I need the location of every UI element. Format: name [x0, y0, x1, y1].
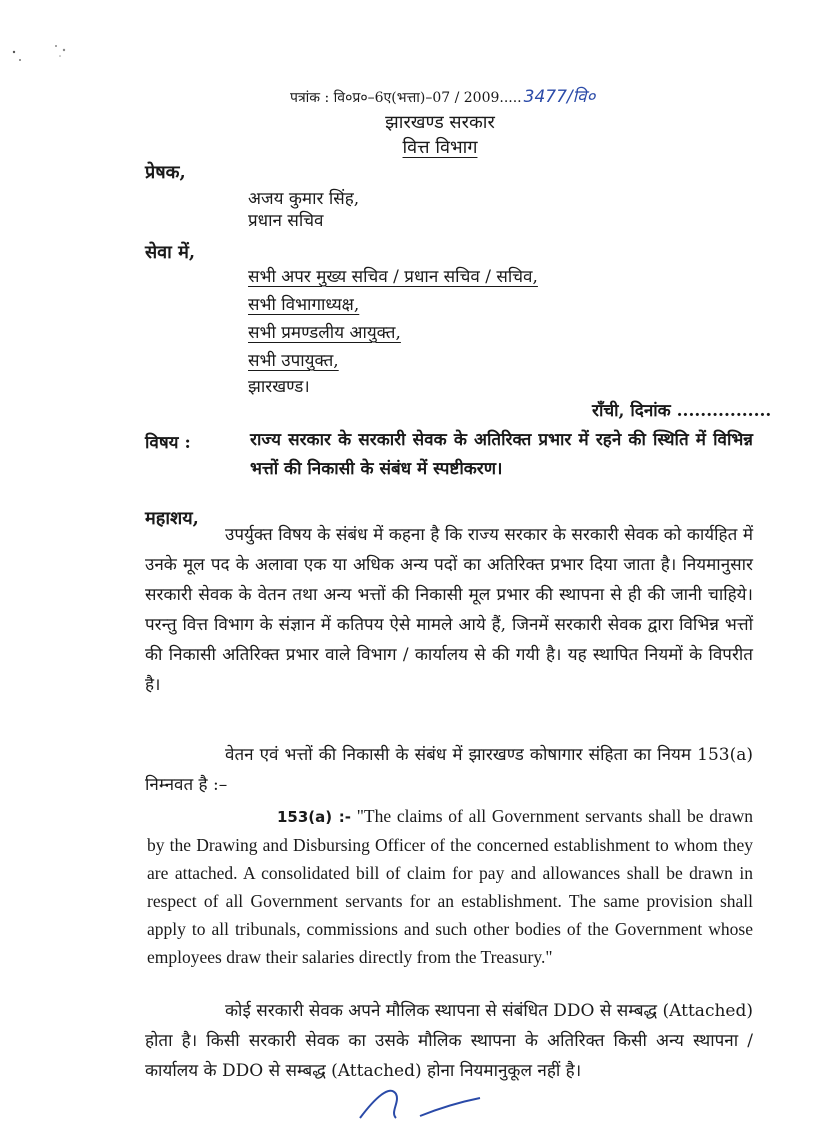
reference-handwritten: 3477/वि०: [523, 87, 596, 107]
signature-icon: [350, 1078, 490, 1122]
sender-designation: प्रधान सचिव: [248, 211, 324, 231]
recipient-line: सभी प्रमण्डलीय आयुक्त,: [248, 323, 401, 343]
sender-name: अजय कुमार सिंह,: [248, 189, 360, 209]
sender-label: प्रेषक,: [145, 162, 186, 183]
reference-printed: पत्रांक : वि०प्र०–6ए(भत्ता)–07 / 2009.....: [290, 90, 522, 106]
scan-speckle-icon: [8, 40, 78, 70]
recipient-line: सभी अपर मुख्य सचिव / प्रधान सचिव / सचिव,: [248, 267, 538, 287]
recipient-line: सभी विभागाध्यक्ष,: [248, 295, 360, 315]
recipient-label: सेवा में,: [145, 242, 196, 263]
reference-number: [290, 84, 595, 107]
subject-text: राज्य सरकार के सरकारी सेवक के अतिरिक्त प्रभार में रहने की स्थिति में विभिन्न भत्तों की निकासी के संबंध में स्पष्टीकरण।: [250, 430, 753, 479]
rule-text: "The claims of all Government servants shall be drawn by the Drawing and Disbursing Officer of the concerned establishment to whom they are attached. A consolidated bill of claim for pay and allowances shall be drawn in respect of all Government servants for an establishment. The same provision shall apply to all tribunals, commissions and such other bodies of the Government whose employees draw their salaries directly from the Treasury.": [147, 806, 754, 967]
paragraph-2: वेतन एवं भत्तों की निकासी के संबंध में झारखण्ड कोषागार संहिता का नियम 153(a) निम्नवत है :–: [145, 745, 753, 795]
subject-label: विषय :: [145, 433, 191, 453]
rule-number: 153(a) :-: [277, 808, 351, 826]
paragraph-1: उपर्युक्त विषय के संबंध में कहना है कि राज्य सरकार के सरकारी सेवक को कार्यहित में उनके मूल पद के अलावा एक या अधिक अन्य पदों का अतिरिक्त प्रभार दिया जाता है। नियमानुसार सरकारी सेवक के वेतन तथा अन्य भत्तों की निकासी मूल प्रभार की स्थापना से ही की जानी चाहिये। परन्तु वित्त विभाग के संज्ञान में कतिपय ऐसे मामले आये हैं, जिनमें सरकारी सेवक द्वारा विभिन्न भत्तों की निकासी अतिरिक्त प्रभार वाले विभाग / कार्यालय से की गयी है। यह स्थापित नियमों के विपरीत है।: [145, 525, 753, 695]
place-date: राँची, दिनांक ................: [592, 401, 772, 421]
rule-quote: [147, 802, 753, 971]
salutation: महाशय,: [145, 508, 199, 529]
government-heading: झारखण्ड सरकार: [385, 112, 495, 133]
recipient-line: सभी उपायुक्त,: [248, 351, 339, 371]
department-name: वित्त विभाग: [402, 137, 478, 158]
paragraph-3: कोई सरकारी सेवक अपने मौलिक स्थापना से संबंधित DDO से सम्बद्ध (Attached) होता है। किसी सरकारी सेवक का उसके मौलिक स्थापना के अतिरिक्त किसी अन्य स्थापना / कार्यालय के DDO से सम्बद्ध (Attached) होना नियमानुकूल नहीं है।: [145, 1001, 753, 1081]
department-heading: [0, 135, 828, 159]
recipient-state: झारखण्ड।: [248, 377, 310, 397]
